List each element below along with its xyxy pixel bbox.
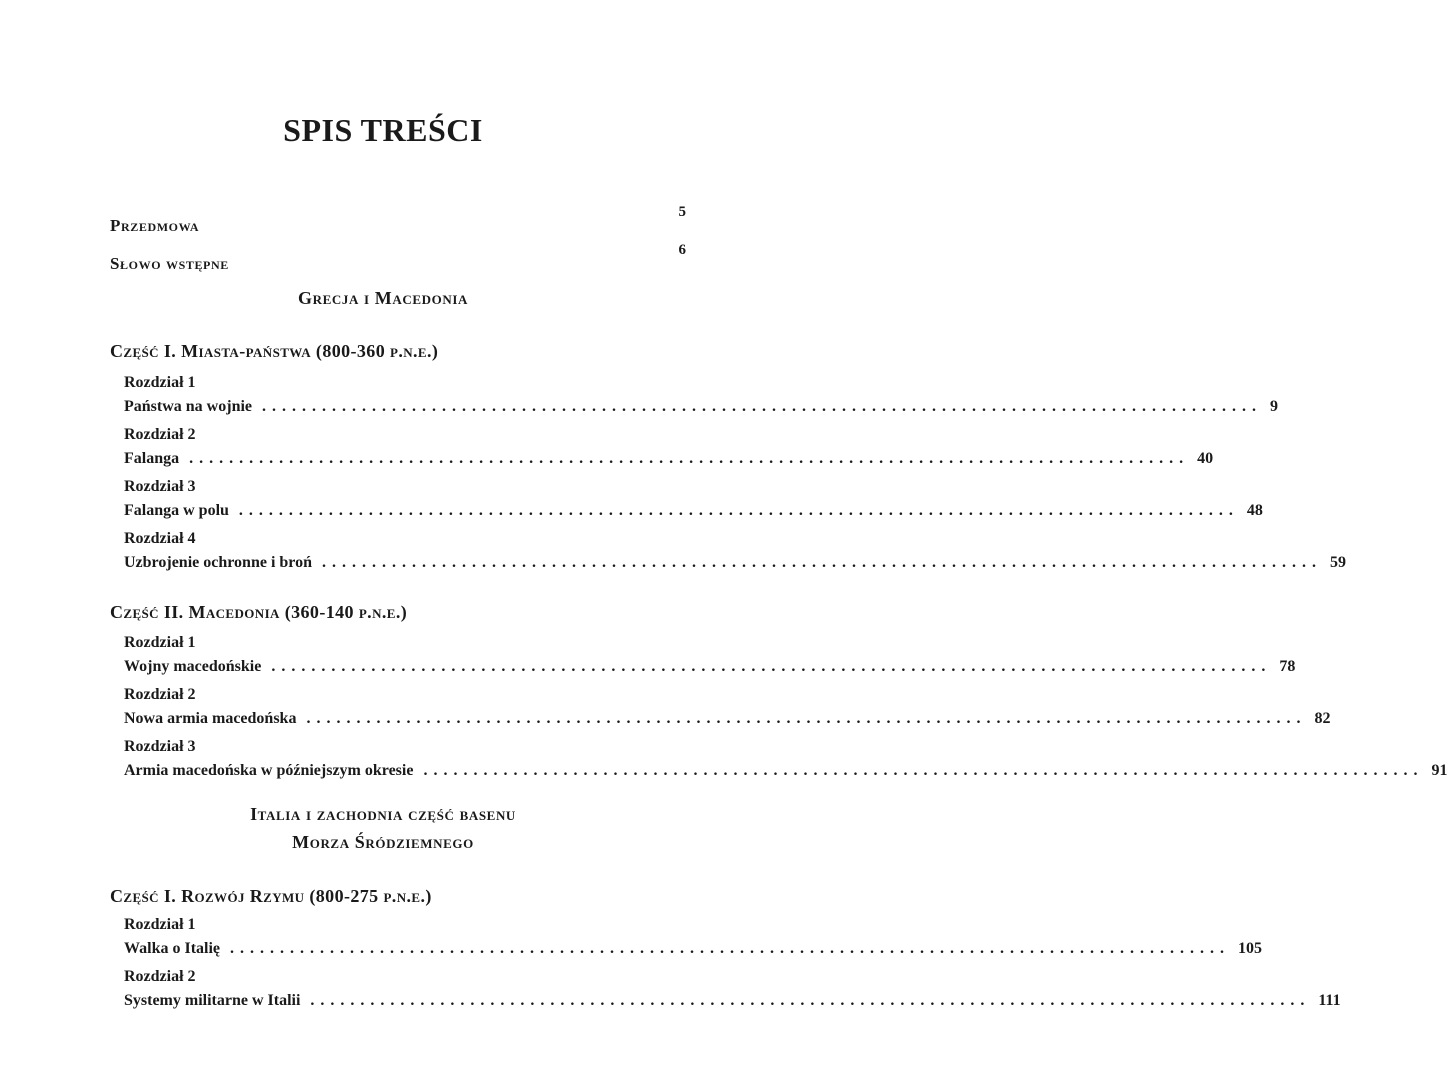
toc-page-number: 91 [1431,762,1447,779]
dot-leader: .................................................................................................... [322,554,1323,571]
dot-leader: .................................................................................................... [310,992,1311,1009]
chapter-label: Rozdział 4 [124,530,196,547]
toc-page-number: 111 [1318,992,1341,1009]
part-heading: Część I. Rozwój Rzymu (800-275 p.n.e.) [110,886,432,906]
toc-entry[interactable] [124,992,1341,1014]
chapter-label: Rozdział 1 [124,916,196,933]
dot-leader: .................................................................................................... [271,658,1272,675]
toc-entry[interactable] [124,554,1347,576]
chapter-title: Nowa armia macedońska [124,710,297,727]
toc-page-number: 5 [678,204,686,220]
chapter-title: Falanga w polu [124,502,229,519]
section-heading-line-2: Morza Śródziemnego [292,832,474,852]
chapter-label: Rozdział 1 [124,634,196,651]
dot-leader: .................................................................................................... [423,762,1424,779]
dot-leader: .................................................................................................... [262,398,1263,415]
section-heading: Italia i zachodnia część basenu [250,804,516,824]
toc-page-number: 59 [1330,554,1347,571]
chapter-title: Wojny macedońskie [124,658,262,675]
toc-page-number: 48 [1246,502,1263,519]
toc-page-number: 105 [1238,940,1263,957]
toc-entry-label: Słowo wstępne [110,254,229,273]
toc-entry-preface[interactable] [110,204,686,236]
toc-entry[interactable] [124,940,1263,962]
toc-entry[interactable] [124,710,1331,732]
toc-entry-introduction[interactable] [110,242,686,274]
part-heading: Część II. Macedonia (360-140 p.n.e.) [110,602,408,622]
toc-entry[interactable] [124,502,1263,524]
dot-leader: .................................................................................................... [306,710,1307,727]
chapter-title: Armia macedońska w późniejszym okresie [124,762,414,779]
toc-entry-label: Przedmowa [110,216,200,235]
toc-page-number: 9 [1270,398,1279,415]
chapter-label: Rozdział 2 [124,686,196,703]
chapter-title: Systemy militarne w Italii [124,992,301,1009]
dot-leader: .................................................................................................... [189,450,1190,467]
toc-page-number: 6 [678,242,686,258]
toc-entry[interactable] [124,450,1214,472]
dot-leader: .................................................................................................... [238,502,1239,519]
toc-page-number: 40 [1197,450,1214,467]
toc-entry[interactable] [124,658,1296,680]
toc-entry[interactable] [124,762,1447,784]
chapter-label: Rozdział 3 [124,478,196,495]
chapter-title: Walka o Italię [124,940,221,957]
part-heading: Część I. Miasta-państwa (800-360 p.n.e.) [110,341,439,361]
page-title: SPIS TREŚCI [283,112,483,148]
chapter-title: Uzbrojenie ochronne i broń [124,554,313,571]
toc-page-number: 78 [1279,658,1296,675]
chapter-label: Rozdział 3 [124,738,196,755]
toc-page-number: 82 [1314,710,1331,727]
chapter-title: Falanga [124,450,180,467]
chapter-label: Rozdział 2 [124,968,196,985]
toc-entry[interactable] [124,398,1279,420]
section-heading: Grecja i Macedonia [298,288,468,308]
dot-leader: .................................................................................................... [230,940,1231,957]
chapter-label: Rozdział 2 [124,426,196,443]
chapter-title: Państwa na wojnie [124,398,253,415]
chapter-label: Rozdział 1 [124,374,196,391]
